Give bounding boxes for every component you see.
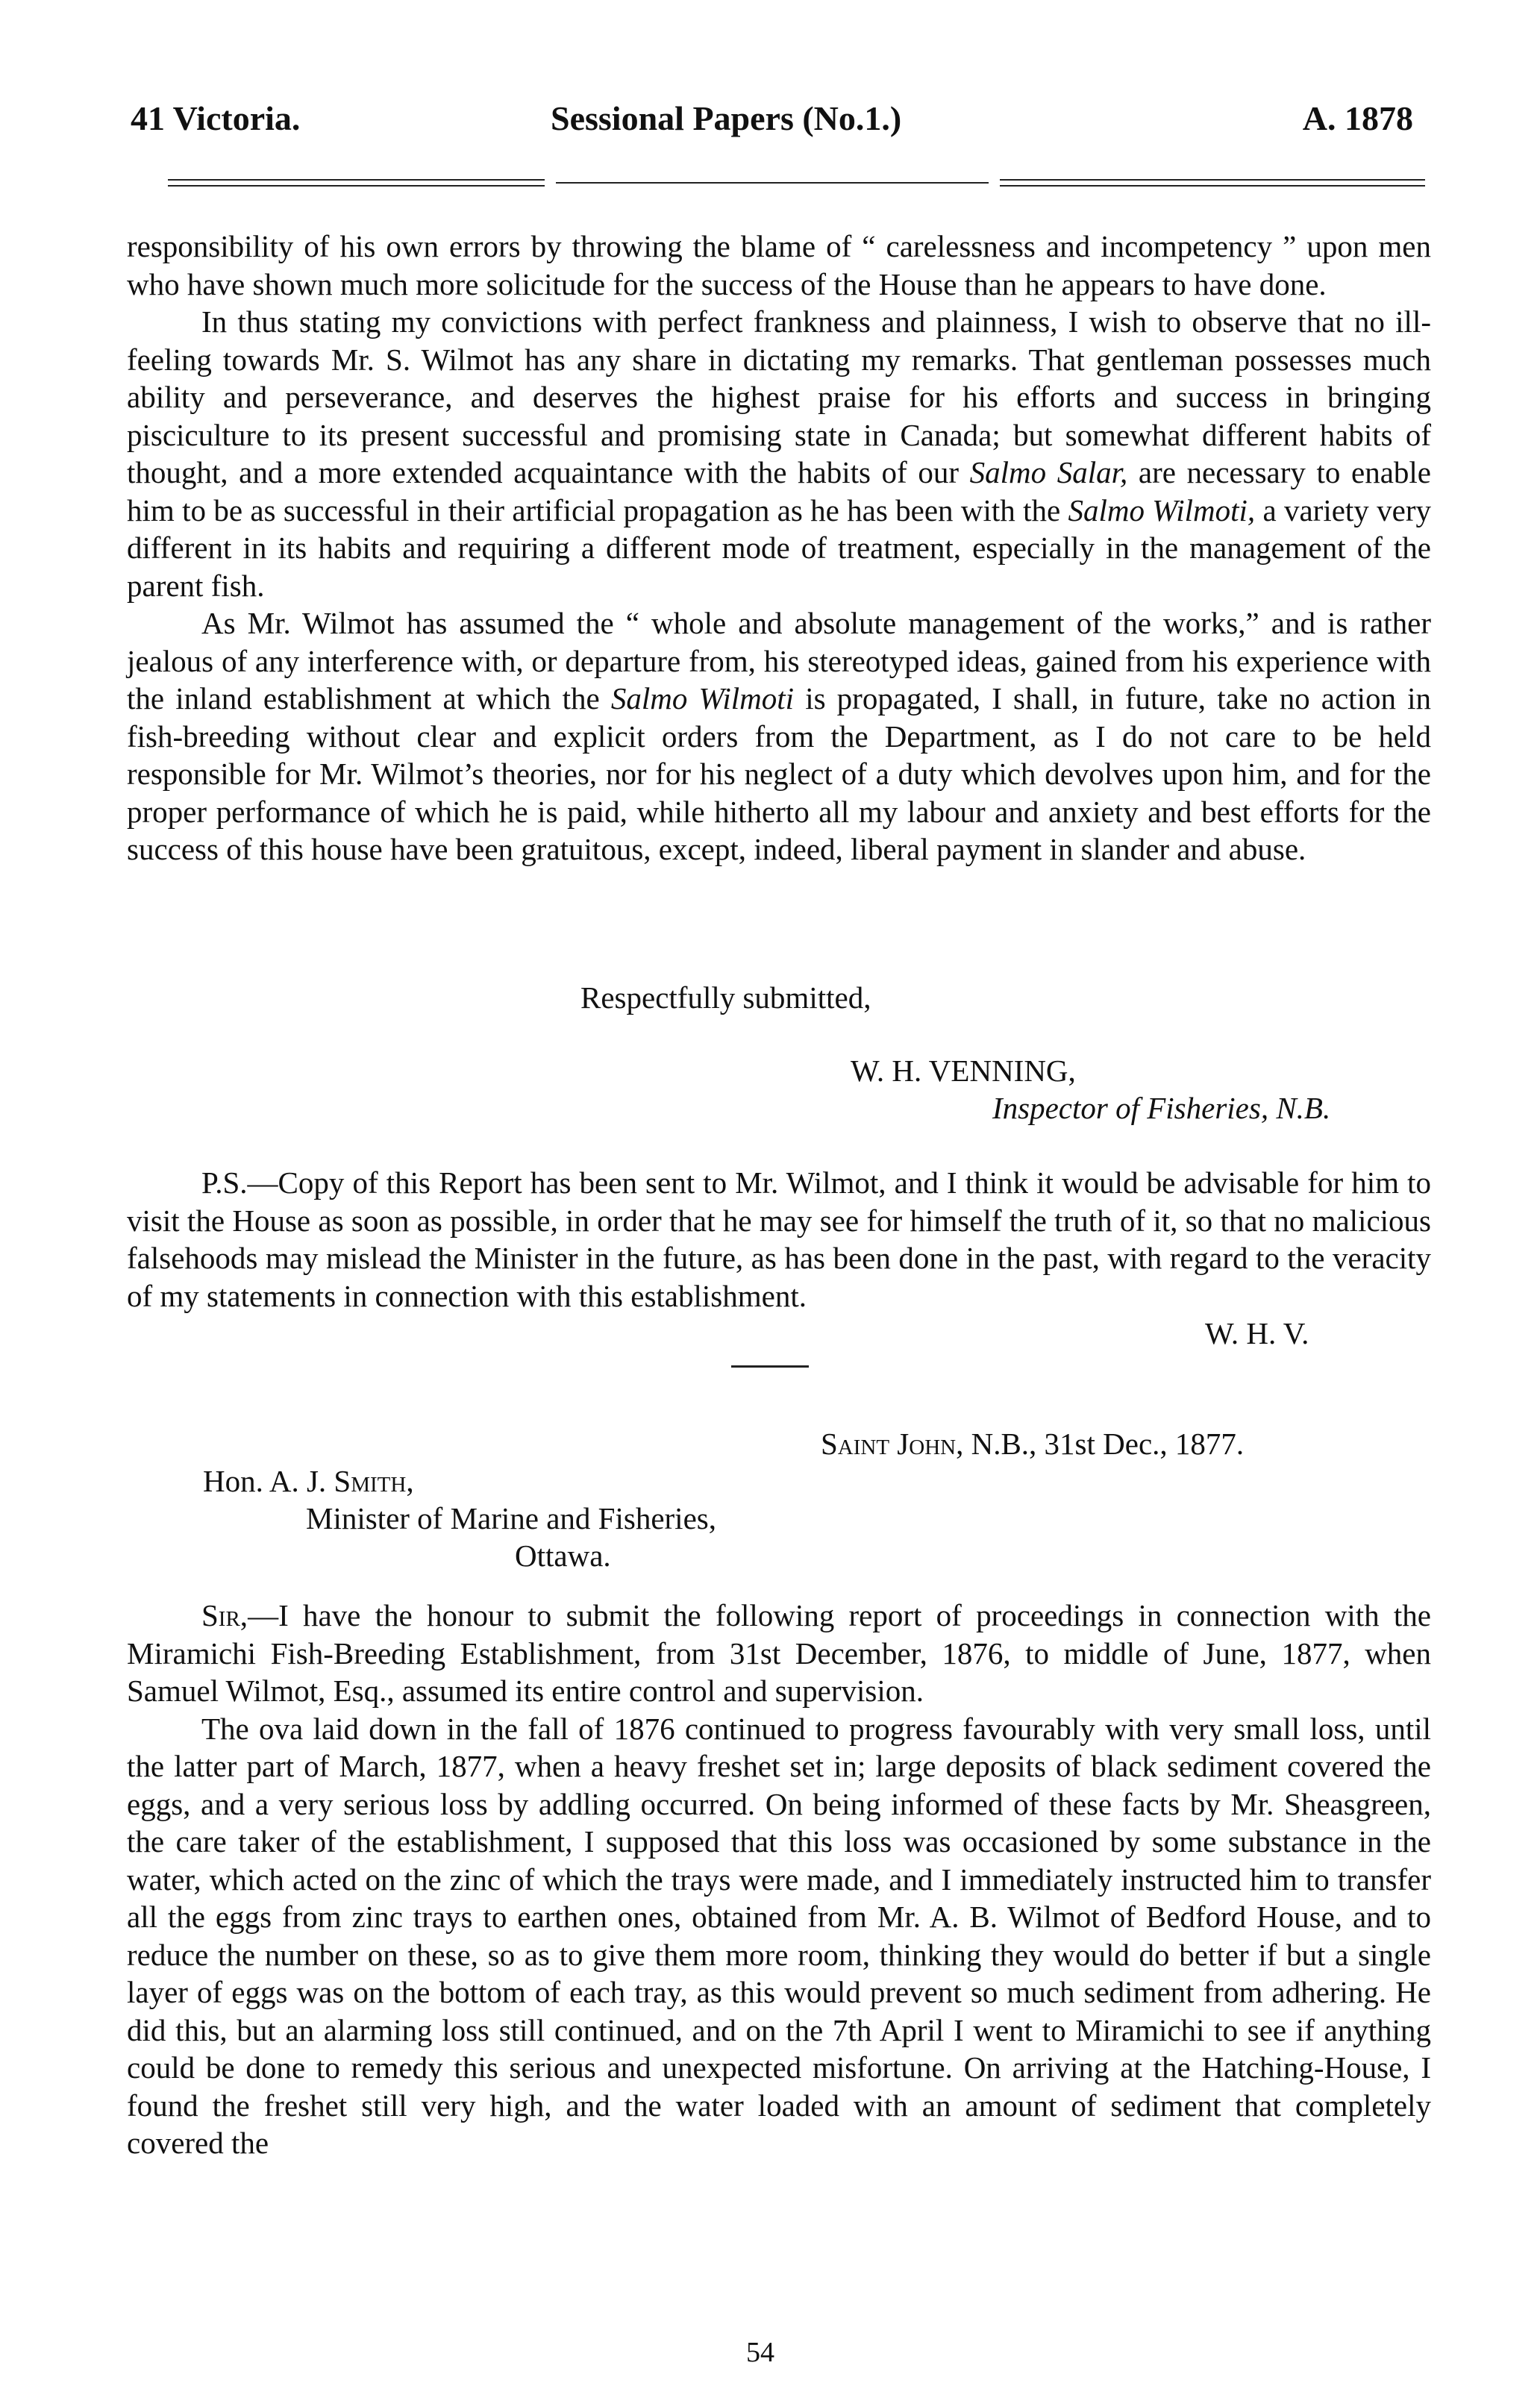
closing: Respectfully submitted, [580, 980, 871, 1015]
letter2-paragraph-2: The ova laid down in the fall of 1876 continued to progress favourably with very small loss, until the latter part of March, 1877, when a heavy freshet set in; large deposits of black sediment covered the eggs, and a very serious loss by addling occurred. On being informed of these facts by Mr. Sheasgreen, the care taker of the establishment, I supposed that this loss was occasioned by some substance in the water, which acted on the zinc of which the trays were made, and I immediately instructed him to transfer all the eggs from zinc trays to earthen ones, obtained from Mr. A. B. Wilmot of Bedford House, and to reduce the number on these, so as to give them more room, thinking they would do better if but a single layer of eggs was on the bottom of each tray, as this would prevent so much sediment from adhering. He did this, but an alarming loss still continued, and on the 7th April I went to Miramichi to see if anything could be done to remedy this serious and unexpected misfortune. On arriving at the Hatching-House, I found the freshet still very high, and the water loaded with an amount of sediment that completely covered the [127, 1711, 1431, 2160]
postscript-text: P.S.—Copy of this Report has been sent to Mr. Wilmot, and I think it would be advisable for him to visit the House as soon as possible, in order that he may see for himself the truth of it, so that no malicious falsehoods may mislead the Minister in the future, as has been done in the past, with regard to the veracity of my statements in connection with this establishment. [127, 1165, 1431, 1313]
header-rule-center [556, 182, 989, 184]
dateline-place: Saint John, [821, 1427, 964, 1461]
signer-name: W. H. VENNING, [851, 1053, 1076, 1088]
letter2-dateline [821, 1425, 1244, 1462]
header-rule-right-2 [1000, 185, 1425, 187]
header-rule-left-2 [168, 185, 545, 187]
salmo-salar: Salmo Salar, [969, 455, 1128, 489]
postscript [127, 1164, 1431, 1315]
page-number: 54 [746, 2337, 774, 2368]
letter2-body [127, 1597, 1431, 2162]
letter1-paragraph-2: In thus stating my convictions with perfect frankness and plainness, I wish to observe that no ill-feeling towards Mr. S. Wilmot has any share in dictating my remarks. That gentleman possesses much ability and perseverance, and deserves the highest praise for his efforts and success in bringing pisciculture to its present successful and promising state in Canada; but somewhat different habits of thought, and a more extended acquaintance with the habits of our Salmo Salar, are necessary to enable him to be as successful in their artificial propagation as he has been with the Salmo Wilmoti, a variety very different in its habits and requiring a different mode of treatment, especially in the management of the parent fish. [127, 304, 1432, 603]
dateline-date: N.B., 31st Dec., 1877. [971, 1427, 1245, 1461]
header-title: Sessional Papers (No.1.) [551, 99, 902, 137]
letter2-paragraph-1: Sir,—I have the honour to submit the following report of proceedings in connection with the Miramichi Fish-Breeding Establishment, from 31st December, 1876, to middle of June, 1877, when Samuel Wilmot, Esq., assumed its entire control and supervision. [127, 1598, 1431, 1708]
header-rule-left [168, 179, 545, 181]
header-year: A. 1878 [1302, 99, 1413, 137]
letter1-body [127, 228, 1431, 868]
section-separator [731, 1365, 809, 1368]
letter1-paragraph-3: As Mr. Wilmot has assumed the “ whole and absolute management of the works,” and is rather jealous of any interference with, or departure from, his stereotyped ideas, gained from his experience with the inland establishment at which the Salmo Wilmoti is propagated, I shall, in future, take no action in fish-breeding without clear and explicit orders from the Department, as I do not care to be held responsible for Mr. Wilmot’s theories, nor for his neglect of a duty which devolves upon him, and for the proper performance of which he is paid, while hitherto all my labour and anxiety and best efforts for the success of this house have been gratuitous, except, indeed, liberal payment in slander and abuse. [127, 606, 1432, 866]
salutation: Sir, [201, 1598, 248, 1632]
salmo-wilmoti: Salmo Wilmoti, [1068, 492, 1256, 527]
header-rule-right [1000, 179, 1425, 181]
header-volume: 41 Victoria. [131, 99, 301, 137]
letter1-paragraph-continued: responsibility of his own errors by throwing the blame of “ carelessness and incompetency ” upon men who have shown much more solicitude for the success of the House than he appears to have done. [127, 229, 1431, 301]
salmo-wilmoti-2: Salmo Wilmoti [610, 681, 795, 716]
signer-title: Inspector of Fisheries, N.B. [992, 1091, 1331, 1125]
addressee-city: Ottawa. [515, 1538, 611, 1573]
addressee-title: Minister of Marine and Fisheries, [306, 1501, 716, 1535]
postscript-initials: W. H. V. [1205, 1316, 1309, 1350]
addressee-name: Hon. A. J. Smith, [203, 1464, 414, 1498]
